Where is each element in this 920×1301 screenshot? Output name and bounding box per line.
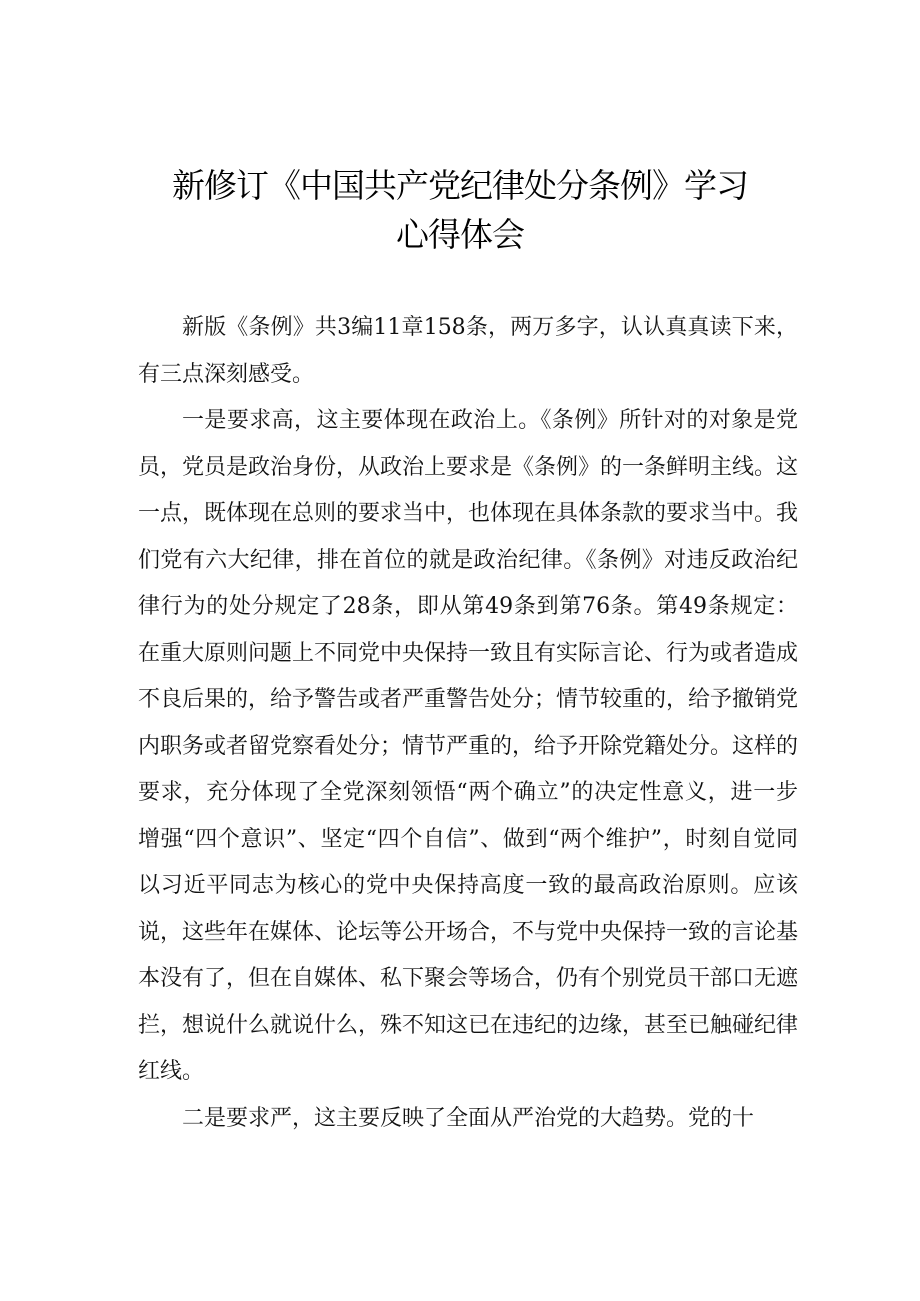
document-body [138, 305, 798, 1142]
paragraph-intro: 新版《条例》共3编11章158条，两万多字，认认真真读下来，有三点深刻感受。 [138, 315, 798, 387]
document-title [0, 161, 920, 259]
paragraph-point-one: 一是要求高，这主要体现在政治上。《条例》所针对的对象是党员，党员是政治身份，从政治上要求是《条例》的一条鲜明主线。这一点，既体现在总则的要求当中，也体现在具体条款的要求当中。我们党有六大纪律，排在首位的就是政治纪律。《条例》对违反政治纪律行为的处分规定了28条，即从第49条到第76条。第49条规定：在重大原则问题上不同党中央保持一致且有实际言论、行为或者造成不良后果的，给予警告或者严重警告处分；情节较重的，给予撤销党内职务或者留党察看处分；情节严重的，给予开除党籍处分。这样的要求，充分体现了全党深刻领悟“两个确立”的决定性意义，进一步增强“四个意识”、坚定“四个自信”、做到“两个维护”，时刻自觉同以习近平同志为核心的党中央保持高度一致的最高政治原则。应该说，这些年在媒体、论坛等公开场合，不与党中央保持一致的言论基本没有了，但在自媒体、私下聚会等场合，仍有个别党员干部口无遮拦，想说什么就说什么，殊不知这已在违纪的边缘，甚至已触碰纪律红线。 [138, 408, 799, 1084]
paragraph-point-two: 二是要求严，这主要反映了全面从严治党的大趋势。党的十 [182, 1105, 755, 1131]
title-line-1: 新修订《中国共产党纪律处分条例》学习 [172, 166, 748, 205]
title-line-2: 心得体会 [396, 215, 524, 254]
